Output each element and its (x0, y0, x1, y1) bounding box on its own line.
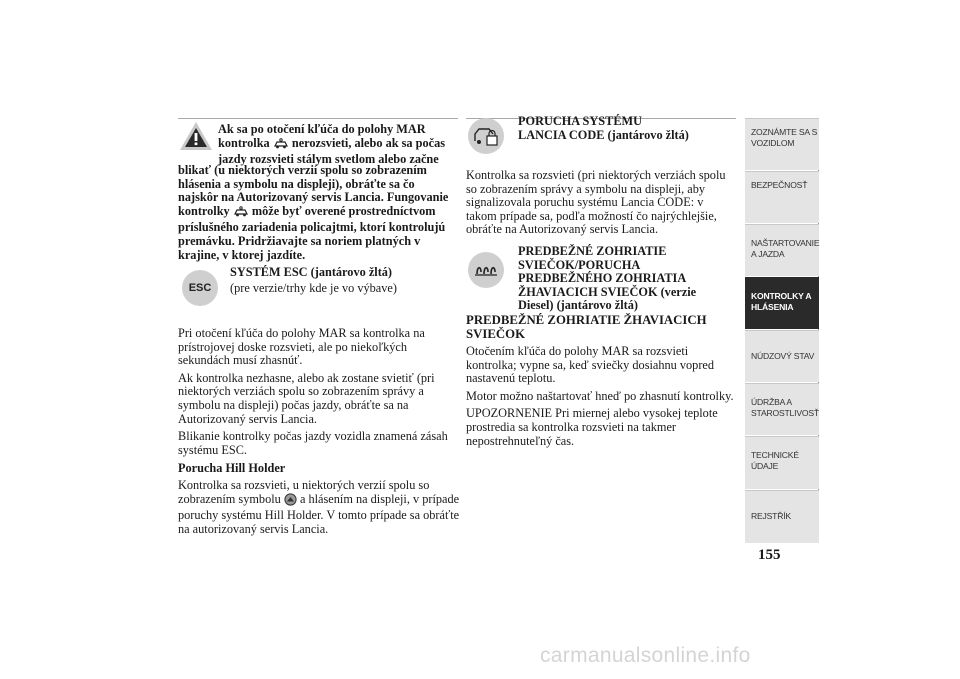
glow-title-line-4: ŽHAVIACICH SVIEČOK (verzie (518, 284, 697, 299)
warning-rest-5: príslušného zariadenia policajtmi, ktorí kontrolujú (178, 220, 446, 235)
code-title (518, 115, 733, 142)
glow-heading-line-2: SVIEČOK (466, 327, 526, 341)
key-car-icon (273, 138, 289, 154)
tab-rejstrik[interactable] (745, 490, 819, 543)
glow-title-line-2: SVIEČOK/PORUCHA (518, 257, 641, 272)
esc-body (178, 327, 460, 536)
esc-icon (182, 270, 218, 306)
glow-paragraph-2: Motor možno naštartovať hneď po zhasnutí kontrolky. (466, 388, 734, 403)
esc-subtitle: (pre verzie/trhy kde je vo výbave) (230, 281, 397, 295)
warning-rest-2: hlásenia a symbolu na displeji), obráťte sa čo (178, 176, 415, 191)
warning-line-2a: kontrolka (218, 135, 270, 150)
tab-label-line-1: NAŠTARTOVANIE (751, 238, 820, 248)
tab-label-line-1: REJSTŘÍK (751, 511, 791, 521)
tab-label-line-1: ÚDRŽBA A (751, 397, 792, 407)
hill-holder-text-b: a hlásením na displeji, v prípade poruchy systému Hill Holder. V tomto prípade sa obráťte na autorizovaný servis Lancia. (178, 491, 460, 536)
tab-label-line-2: ÚDAJE (751, 461, 779, 471)
esc-title: SYSTÉM ESC (jantárovo žltá) (230, 265, 393, 279)
warning-line-1: Ak sa po otočení kľúča do polohy MAR (218, 122, 426, 136)
tab-vozidlo[interactable] (745, 118, 819, 170)
warning-rest-3: najskôr na Autorizovaný servis Lancia. Fungovanie (178, 190, 449, 205)
warning-rest-4 (178, 205, 460, 222)
tab-nastartovanie[interactable] (745, 224, 819, 276)
esc-paragraph-3: Blikanie kontrolky počas jazdy vozidla znamená zásah systému ESC. (178, 429, 448, 457)
tab-label-line-1: KONTROLKY A (751, 291, 812, 301)
tab-bezpecnost[interactable] (745, 171, 819, 223)
warning-lead (218, 123, 458, 167)
glow-body (466, 345, 736, 448)
warning-line-2b: nerozsvieti, alebo ak sa počas (291, 135, 446, 150)
glow-title-line-3: PREDBEŽNÉHO ZOHRIATIA (518, 271, 687, 286)
footer-watermark: carmanualsonline.info (540, 644, 751, 667)
code-title-line-2: LANCIA CODE (jantárovo žltá) (518, 127, 689, 142)
hill-holder-text-a: Kontrolka sa rozsvieti, u niektorých verzií spolu so zobrazením symbolu (178, 477, 430, 506)
warning-body (178, 164, 460, 262)
tab-label-line-1: NÚDZOVÝ STAV (751, 351, 815, 361)
glow-plug-icon (468, 252, 504, 288)
tab-udrzba[interactable] (745, 383, 819, 435)
top-rule-left (178, 118, 458, 119)
warning-rest-4b: môže byť overené prostredníctvom (251, 203, 436, 218)
tab-nudzovy-stav[interactable] (745, 330, 819, 382)
tab-kontrolky[interactable] (745, 277, 819, 329)
warning-rest-7: krajine, v ktorej jazdíte. (178, 247, 306, 262)
key-car-icon (233, 206, 249, 222)
tab-label-line-2: STAROSTLIVOSŤ (751, 408, 819, 418)
hill-holder-heading: Porucha Hill Holder (178, 461, 286, 476)
tab-label-line-1: BEZPEČNOSŤ (751, 180, 808, 190)
warning-triangle-icon (178, 120, 214, 152)
glow-paragraph-3: UPOZORNENIE Pri miernej alebo vysokej teplote prostredia sa kontrolka rozsvieti na takmer nepostrehnuteľný čas. (466, 406, 718, 448)
hill-holder-icon (284, 493, 297, 510)
tab-label-line-1: TECHNICKÉ (751, 450, 799, 460)
warning-rest-4a: kontrolky (178, 203, 230, 218)
esc-paragraph-2: Ak kontrolka nezhasne, alebo ak zostane svietiť (pri niektorých verziách spolu so zobrazením správy a symbolu na displeji) počas jazdy, obráťte sa na Autorizovaný servis Lancia. (178, 370, 435, 426)
glow-title-line-1: PREDBEŽNÉ ZOHRIATIE (518, 244, 667, 258)
glow-paragraph-1: Otočením kľúča do polohy MAR sa rozsvieti kontrolka; vypne sa, keď sviečky dosiahnu vopred nastavenú teplotu. (466, 344, 715, 386)
glow-heading (466, 313, 736, 341)
glow-heading-line-1: PREDBEŽNÉ ZOHRIATIE ŽHAVIACICH (466, 313, 707, 327)
tab-label-line-2: VOZIDLOM (751, 138, 795, 148)
code-paragraph: Kontrolka sa rozsvieti (pri niektorých verziách spolu so zobrazením správy a symbolu na displeji, aby signalizovala poruchu systému Lancia CODE: v takom prípade sa, podľa možností čo najrýchlejšie, obráťte na Autorizovaný servis Lancia. (466, 168, 726, 237)
hill-holder-text (178, 479, 460, 536)
car-lock-icon (468, 118, 504, 154)
tab-label-line-2: A JAZDA (751, 249, 785, 259)
warning-line-2 (218, 137, 458, 154)
code-title-line-1: PORUCHA SYSTÉMU (518, 114, 643, 128)
glow-title (518, 245, 736, 313)
warning-rest-6: premávku. Pridržiavajte sa noriem platných v (178, 233, 421, 248)
esc-paragraph-1: Pri otočení kľúča do polohy MAR sa kontrolka na prístrojovej doske rozsvieti, ale po niekoľkých sekundách musí zhasnúť. (178, 326, 425, 368)
glow-title-line-5: Diesel) (jantárovo žltá) (518, 298, 638, 313)
warning-rest-1: blikať (u niektorých verzií spolu so zobrazením (178, 163, 427, 177)
warning-line-3: jazdy rozsvieti stálym svetlom alebo začne (218, 152, 439, 167)
tab-technicke-udaje[interactable] (745, 436, 819, 489)
tab-label-line-1: ZOZNÁMTE SA S (751, 127, 818, 137)
tab-label-line-2: HLÁSENIA (751, 302, 794, 312)
esc-icon-label: ESC (188, 282, 212, 294)
page-number: 155 (758, 547, 781, 563)
